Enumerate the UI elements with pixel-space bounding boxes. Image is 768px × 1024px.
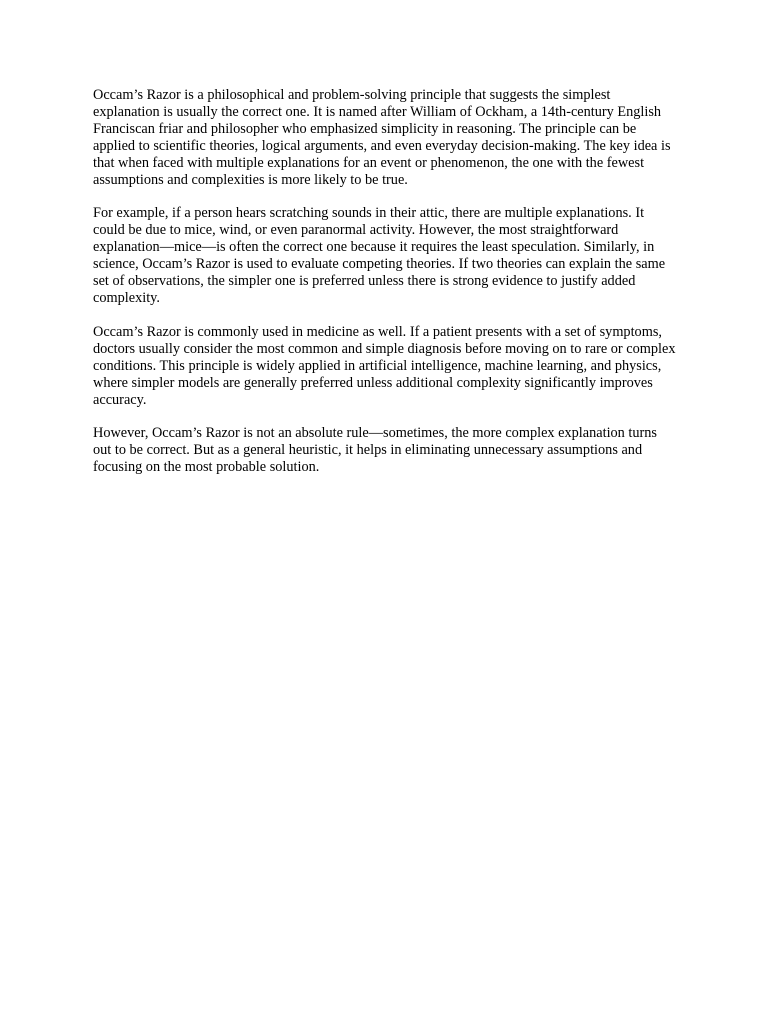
paragraph-3: Occam’s Razor is commonly used in medicine as well. If a patient presents with a set of symptoms, doctors usually consider the most common and simple diagnosis before moving on to rare or complex conditions. This principle is widely applied in artificial intelligence, machine learning, and physics, where simpler models are generally preferred unless additional complexity significantly improves accuracy. (93, 323, 676, 408)
paragraph-1: Occam’s Razor is a philosophical and problem-solving principle that suggests the simplest explanation is usually the correct one. It is named after William of Ockham, a 14th-century English Franciscan friar and philosopher who emphasized simplicity in reasoning. The principle can be applied to scientific theories, logical arguments, and even everyday decision-making. The key idea is that when faced with multiple explanations for an event or phenomenon, the one with the fewest assumptions and complexities is more likely to be true. (93, 87, 671, 188)
paragraph-4: However, Occam’s Razor is not an absolute rule—sometimes, the more complex explanation turns out to be correct. But as a general heuristic, it helps in eliminating unnecessary assumptions and focusing on the most probable solution. (93, 425, 658, 476)
document-body (93, 87, 677, 493)
paragraph-2: For example, if a person hears scratching sounds in their attic, there are multiple explanations. It could be due to mice, wind, or even paranormal activity. However, the most straightforward explanation—mice—is often the correct one because it requires the least speculation. Similarly, in science, Occam’s Razor is used to evaluate competing theories. If two theories can explain the same set of observations, the simpler one is preferred unless there is strong evidence to justify added complexity. (93, 205, 666, 306)
